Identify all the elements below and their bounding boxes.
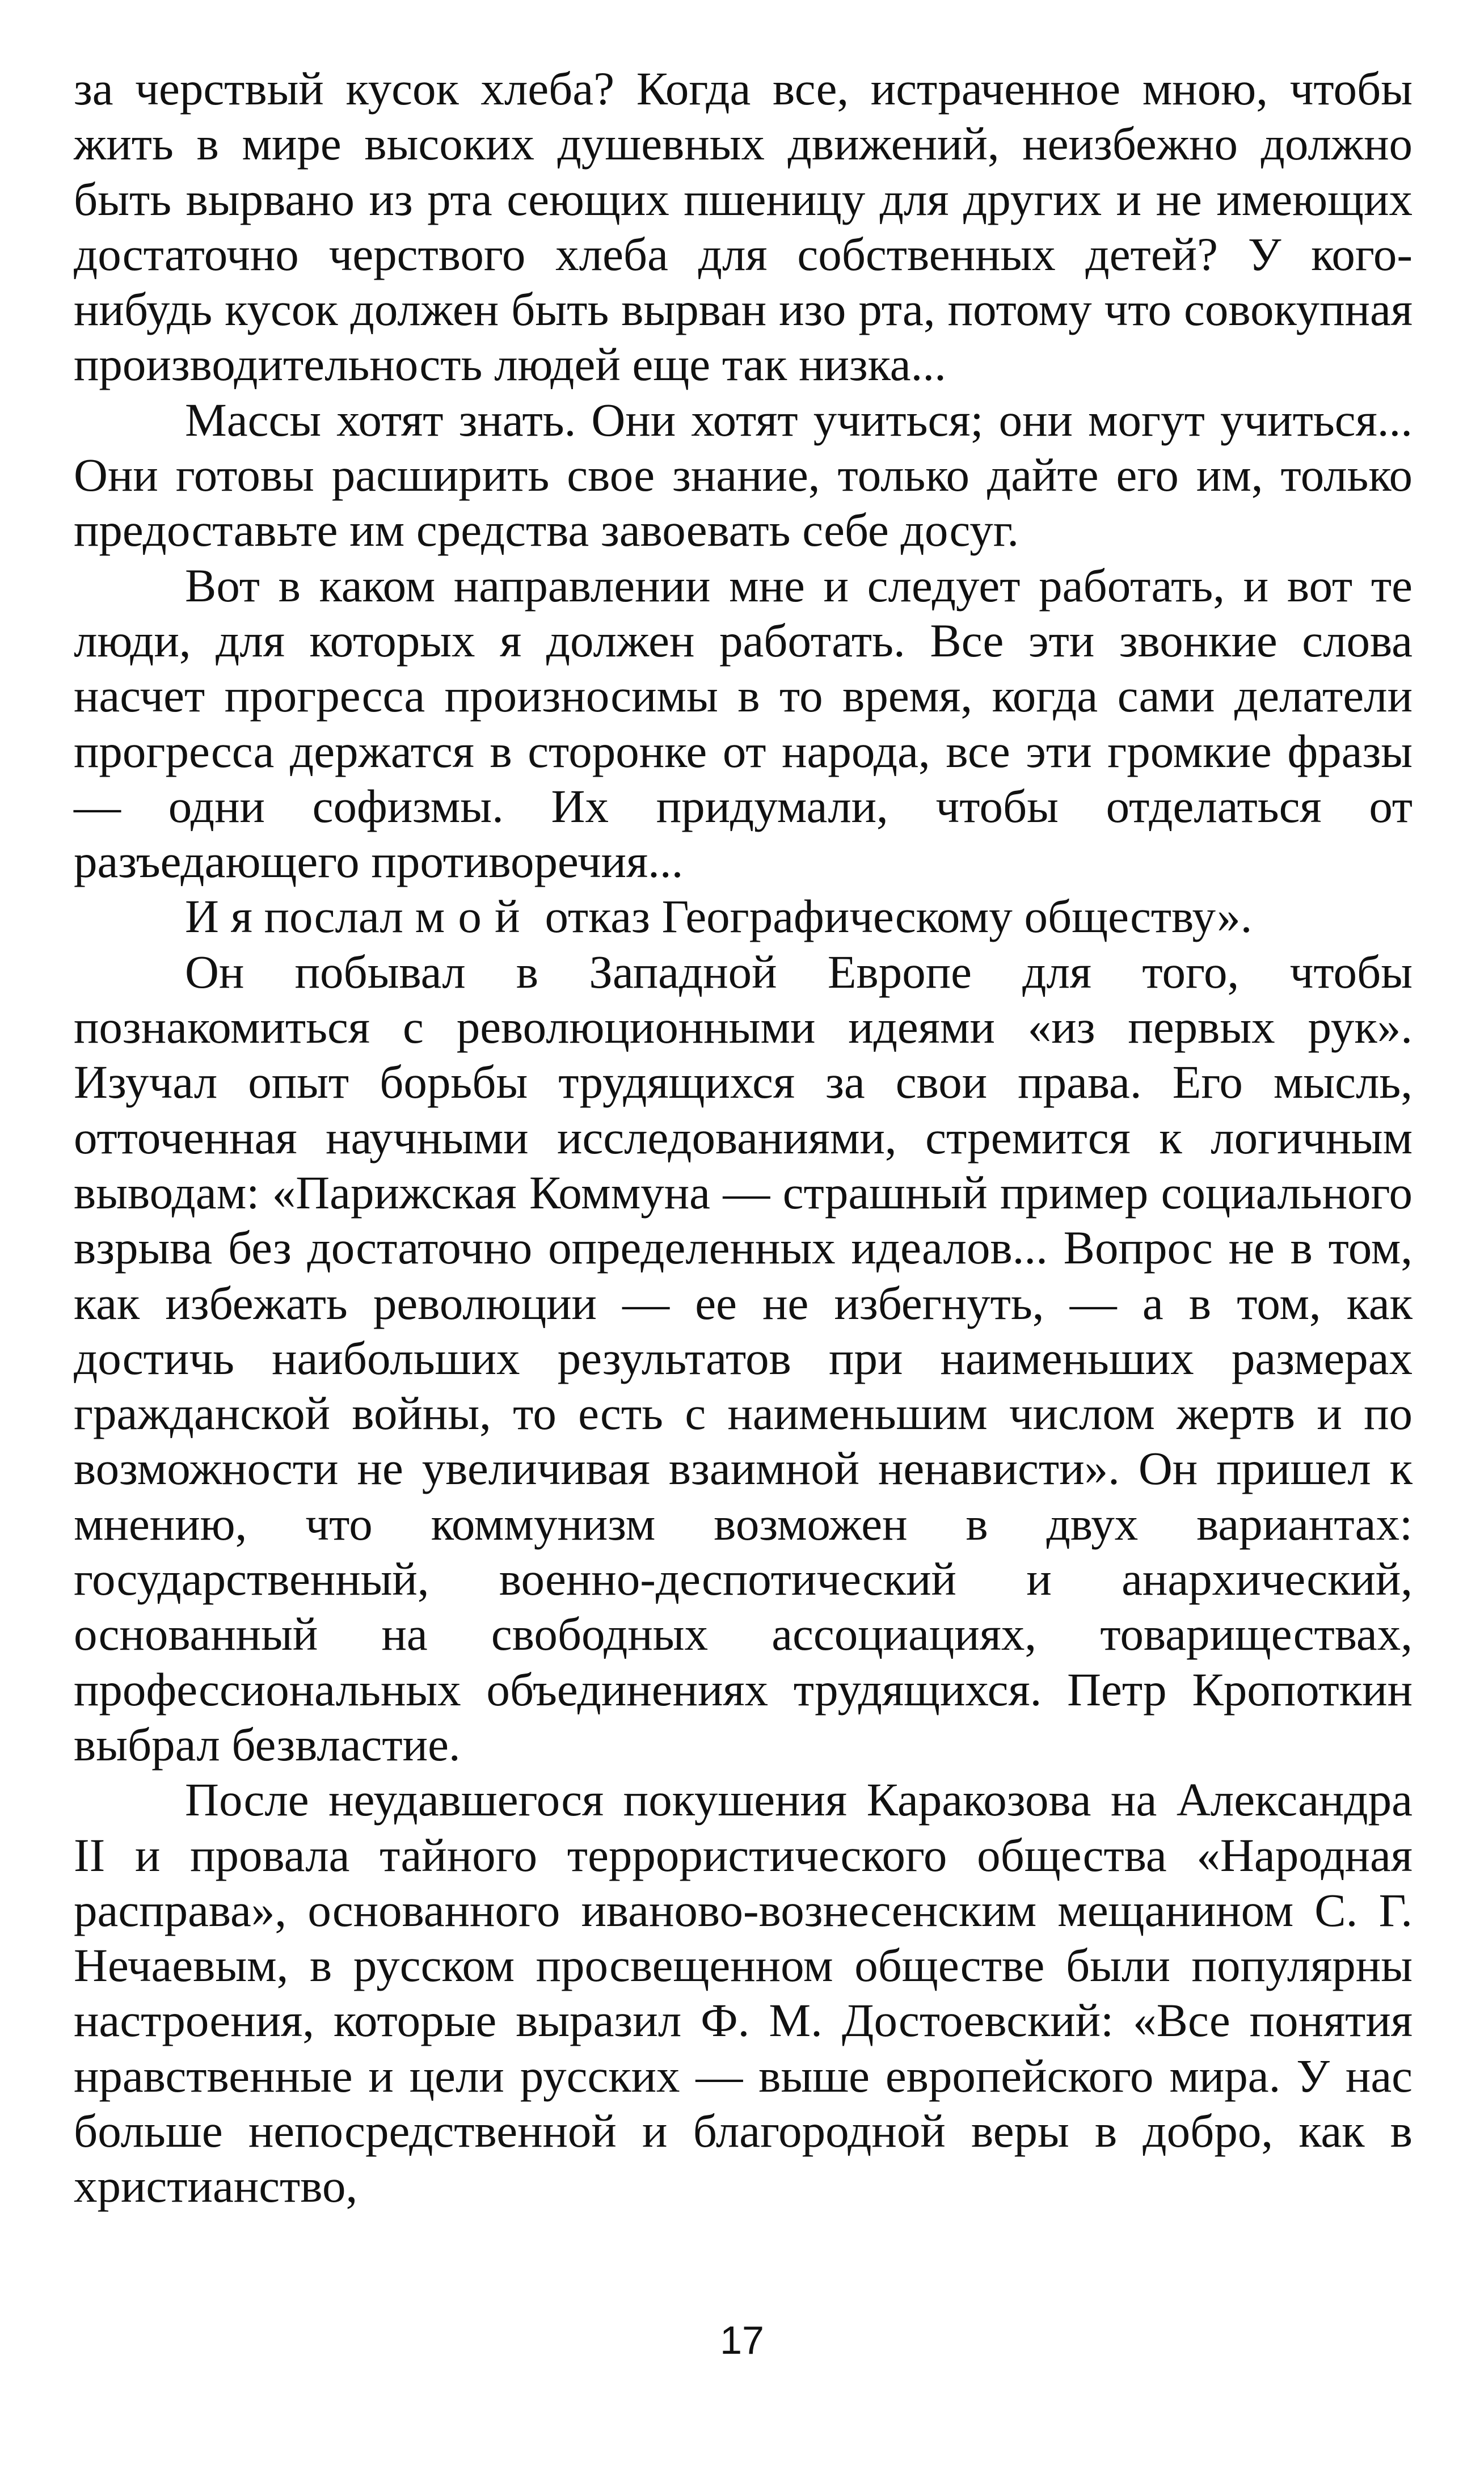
paragraph-4-before: И я послал — [185, 890, 415, 943]
body-text — [74, 61, 1413, 2214]
spaced-emphasis-word: мой — [415, 890, 533, 943]
paragraph-1: за черствый кусок хлеба? Когда все, истраченное мною, чтобы жить в мире высоких душевных движений, неизбежно должно быть вырвано из рта сеющих пшеницу для других и не имеющих достаточно черствого хлеба для собственных детей? У кого-нибудь кусок должен быть вырван изо рта, потому что совокупная производительность людей еще так низка... — [74, 62, 1413, 391]
paragraph-2: Массы хотят знать. Они хотят учиться; они могут учиться... Они готовы расширить свое знание, только дайте его им, только предоставьте им средства завоевать себе досуг. — [74, 393, 1413, 557]
paragraph-4-after: отказ Географическому обществу». — [533, 890, 1253, 943]
paragraph-4 — [74, 889, 1413, 944]
paragraph-6: После неудавшегося покушения Каракозова на Александра II и провала тайного террористического общества «Народная расправа», основанного иваново-вознесенским мещанином С. Г. Нечаевым, в русском просвещенном обществе были популярны настроения, которые выразил Ф. М. Достоевский: «Все понятия нравственные и цели русских — выше европейского мира. У нас больше непосредственной и благородной веры в добро, как в христианство, — [74, 1773, 1413, 2212]
page-number: 17 — [720, 2318, 764, 2362]
paragraph-5: Он побывал в Западной Европе для того, чтобы познакомиться с революционными идеями «из первых рук». Изучал опыт борьбы трудящихся за свои права. Его мысль, отточенная научными исследованиями, стремится к логичным выводам: «Парижская Коммуна — страшный пример социального взрыва без достаточно определенных идеалов... Вопрос не в том, как избежать революции — ее не избегнуть, — а в том, как достичь наибольших результатов при наименьших размерах гражданской войны, то есть с наименьшим числом жертв и по возможности не увеличивая взаимной ненависти». Он пришел к мнению, что коммунизм возможен в двух вариантах: государственный, военно-деспотический и анархический, основанный на свободных ассоциациях, товариществах, профессиональных объединениях трудящихся. Петр Кропоткин выбрал безвластие. — [74, 945, 1413, 1771]
paragraph-3: Вот в каком направлении мне и следует работать, и вот те люди, для которых я должен работать. Все эти звонкие слова насчет прогресса произносимы в то время, когда сами делатели прогресса держатся в сторонке от народа, все эти громкие фразы — одни софизмы. Их придумали, чтобы отделаться от разъедающего противоречия... — [74, 559, 1413, 888]
